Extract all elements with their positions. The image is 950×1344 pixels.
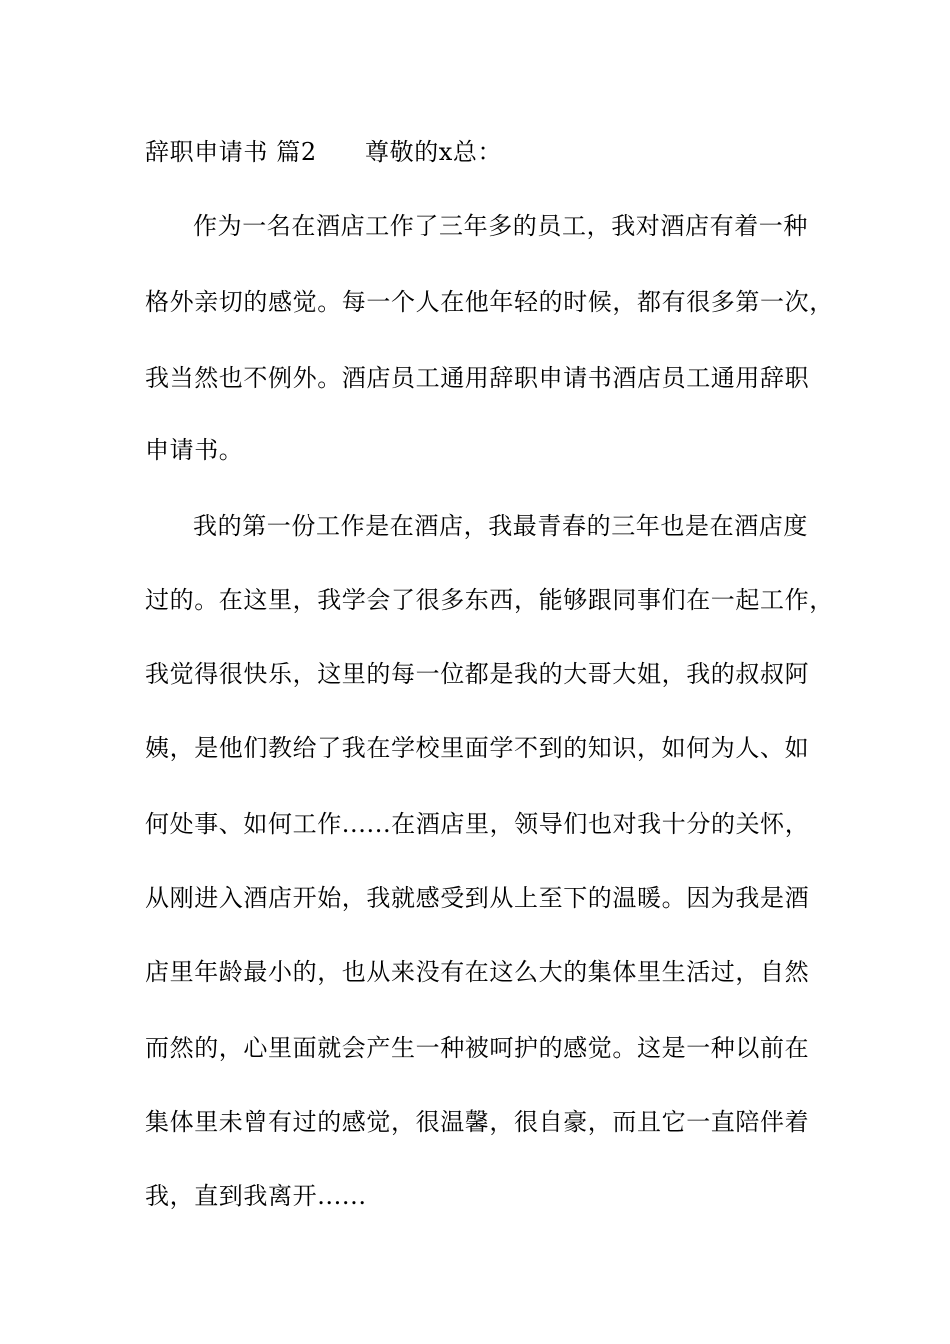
paragraph-line: 我，直到我离开...... [145,1182,367,1210]
paragraph-line: 集体里未曾有过的感觉，很温馨，很自豪，而且它一直陪伴着 [145,1108,810,1136]
paragraph-line: 申请书。 [145,436,244,464]
paragraph-line: 店里年龄最小的，也从来没有在这么大的集体里生活过，自然 [145,958,810,986]
paragraph-line: 我当然也不例外。酒店员工通用辞职申请书酒店员工通用辞职 [145,364,810,392]
paragraph-line: 我的第一份工作是在酒店，我最青春的三年也是在酒店度 [193,512,808,540]
paragraph-line: 我觉得很快乐，这里的每一位都是我的大哥大姐，我的叔叔阿 [145,660,810,688]
paragraph-line: 从刚进入酒店开始，我就感受到从上至下的温暖。因为我是酒 [145,884,810,912]
paragraph-line: 格外亲切的感觉。每一个人在他年轻的时候，都有很多第一次， [145,288,834,316]
salutation: 尊敬的x总： [365,138,503,166]
paragraph-line: 过的。在这里，我学会了很多东西，能够跟同事们在一起工作， [145,586,834,614]
document-title: 辞职申请书 篇2 [145,138,317,166]
paragraph-line: 作为一名在酒店工作了三年多的员工，我对酒店有着一种 [193,212,808,240]
paragraph-line: 何处事、如何工作......在酒店里，领导们也对我十分的关怀， [145,810,810,838]
paragraph-line: 姨，是他们教给了我在学校里面学不到的知识，如何为人、如 [145,734,810,762]
paragraph-line: 而然的，心里面就会产生一种被呵护的感觉。这是一种以前在 [145,1034,810,1062]
